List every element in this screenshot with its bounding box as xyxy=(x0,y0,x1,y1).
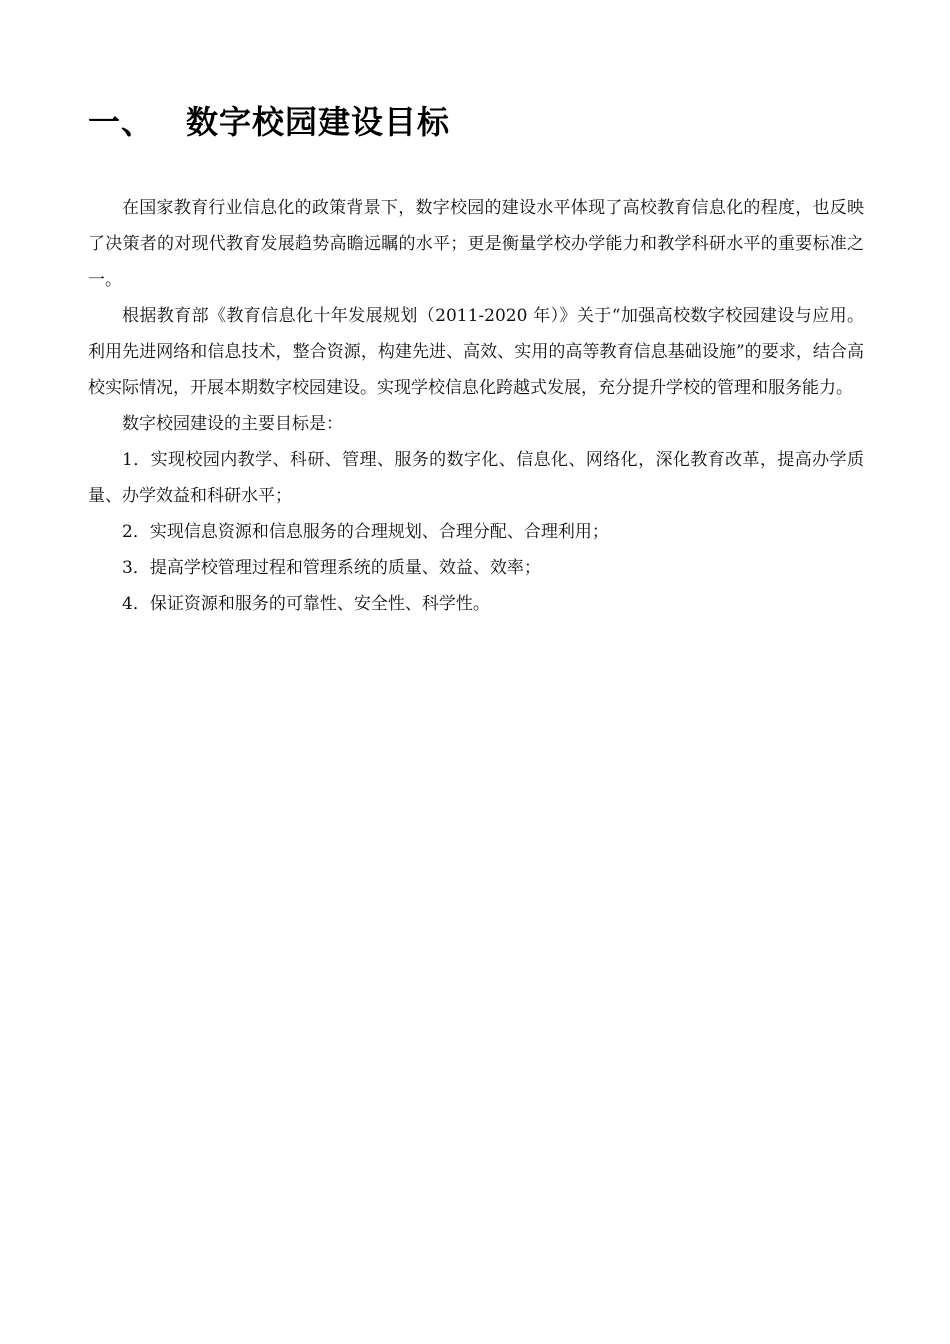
goal-item-3: 3．提高学校管理过程和管理系统的质量、效益、效率； xyxy=(122,558,541,578)
body-text xyxy=(88,190,864,622)
goal-item-4: 4．保证资源和服务的可靠性、安全性、科学性。 xyxy=(122,594,490,614)
goal-item-1: 1．实现校园内教学、科研、管理、服务的数字化、信息化、网络化，深化教育改革，提高办学质量、办学效益和科研水平； xyxy=(88,450,864,506)
paragraph-policy: 根据教育部《教育信息化十年发展规划（2011-2020 年）》关于“加强高校数字校园建设与应用。利用先进网络和信息技术，整合资源，构建先进、高效、实用的高等教育信息基础设施”的要求，结合高校实际情况，开展本期数字校园建设。实现学校信息化跨越式发展，充分提升学校的管理和服务能力。 xyxy=(88,306,864,398)
section-title: 数字校园建设目标 xyxy=(186,103,451,141)
section-heading xyxy=(88,94,450,146)
section-number: 一、 xyxy=(88,103,155,141)
paragraph-background: 在国家教育行业信息化的政策背景下，数字校园的建设水平体现了高校教育信息化的程度，也反映了决策者的对现代教育发展趋势高瞻远瞩的水平；更是衡量学校办学能力和教学科研水平的重要标准之一。 xyxy=(88,198,864,290)
paragraph-goals-intro: 数字校园建设的主要目标是： xyxy=(122,414,343,434)
goal-item-2: 2．实现信息资源和信息服务的合理规划、合理分配、合理利用； xyxy=(122,522,609,542)
